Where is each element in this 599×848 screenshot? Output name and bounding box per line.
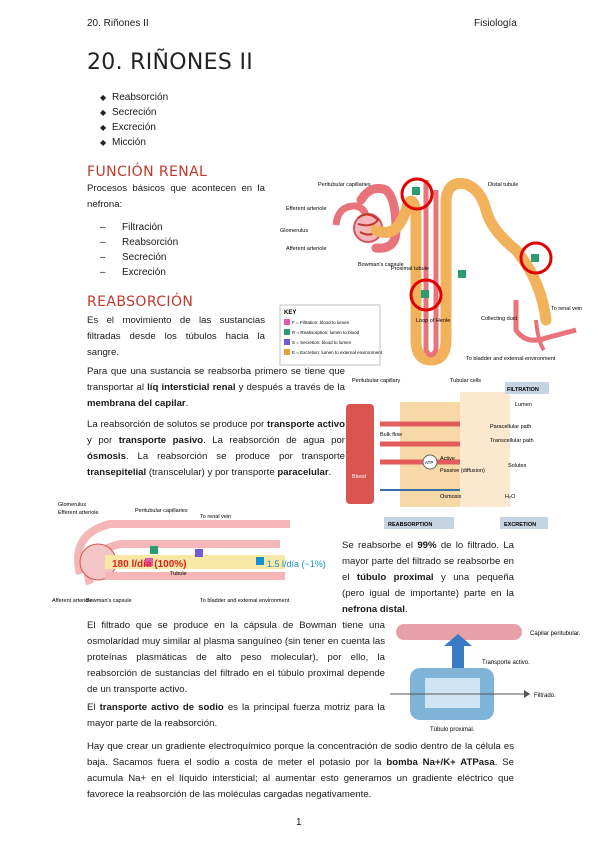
- label-transporte-activo: Transporte activo.: [482, 660, 530, 666]
- label-bulk-flow: Bulk flow: [380, 432, 403, 438]
- label-afferent-arteriole: Afferent arteriole: [286, 246, 327, 252]
- diamond-bullet-icon: ◆: [100, 93, 107, 102]
- label-tubule: Tubule: [170, 571, 187, 577]
- label-bowmans-capsule: Bowman's capsule: [358, 262, 404, 268]
- label-bowmans-capsule: Bowman's capsule: [86, 598, 132, 604]
- intro-list: [100, 90, 168, 150]
- label-h2o: H₂O: [505, 494, 516, 500]
- list-item: ◆ Micción: [100, 137, 146, 148]
- label-filtration: FILTRATION: [507, 387, 539, 393]
- diamond-bullet-icon: ◆: [100, 138, 107, 147]
- blood-capillary-shape: [346, 404, 374, 504]
- reabsorption-paths-figure: [340, 372, 560, 532]
- label-paracellular-path: Paracellular path: [490, 424, 532, 430]
- label-to-bladder: To bladder and external environment: [466, 356, 556, 362]
- svg-text:R = Reabsorption: lumen to blo: R = Reabsorption: lumen to blood: [292, 330, 360, 335]
- section-heading-reabsorcion: REABSORCIÓN: [87, 294, 194, 310]
- label-peritubular-capillary: Peritubular capillary: [352, 378, 401, 384]
- label-to-renal-vein: To renal vein: [200, 514, 232, 520]
- reabsorption-marker: [458, 270, 466, 278]
- flow-out-label: 1.5 l/día (~1%): [267, 559, 326, 569]
- list-item: ◆ Excreción: [100, 122, 156, 133]
- processes-list: [100, 220, 178, 280]
- paragraph-5: El filtrado que se produce en la cápsula de Bowman tiene una osmolaridad muy similar al plasma sanguíneo (sin tener en cuenta las proteínas plasmáticas de alto peso molecular), por ello, la reabsorción de sustancias del filtrado en el túbulo proximal depende de un transporte activo.: [87, 620, 385, 695]
- paragraph-2: Para que una sustancia se reabsorba primero se tiene que transportar al líq intersticial renal y después a través de la membrana del capilar.: [87, 366, 345, 409]
- label-to-bladder: To bladder and external environment: [200, 598, 290, 604]
- label-transcellular-path: Transcellular path: [490, 438, 534, 444]
- paragraph-4: Se reabsorbe el 99% de lo filtrado. La mayor parte del filtrado se reabsorbe en el túbulo proximal y una pequeña (pero igual de importante) parte en la nefrona distal.: [342, 540, 514, 615]
- label-osmosis: Osmosis: [440, 494, 462, 500]
- label-filtrado: Filtrado.: [534, 693, 556, 699]
- process-key: [280, 305, 383, 365]
- reabsorption-marker: [531, 254, 539, 262]
- label-tubular-cells: Tubular cells: [450, 378, 481, 384]
- proximal-transport-figure: [390, 618, 599, 738]
- label-reabsorption: REABSORPTION: [388, 522, 433, 528]
- label-capilar-peritubular: Capilar peritubular.: [530, 631, 581, 637]
- list-item: ◆ Reabsorción: [100, 92, 169, 103]
- list-item: – Filtración: [100, 222, 163, 233]
- label-efferent-arteriole: Efferent arteriole: [286, 206, 327, 212]
- label-lumen: Lumen: [515, 402, 532, 408]
- svg-text:KEY: KEY: [284, 310, 297, 316]
- label-afferent-arteriole: Afferent arteriole: [52, 598, 93, 604]
- label-atp: ATP: [425, 460, 434, 465]
- running-header-left: 20. Riñones II: [87, 18, 149, 29]
- list-item: ◆ Secreción: [100, 107, 157, 118]
- label-to-renal-vein: To renal vein: [551, 306, 583, 312]
- svg-text:S = Secretion: blood to lumen: S = Secretion: blood to lumen: [292, 340, 352, 345]
- reabsorption-marker: [421, 290, 429, 298]
- label-passive: Passive (diffusion): [440, 468, 485, 474]
- paragraph-7: Hay que crear un gradiente electroquímico porque la concentración de sodio dentro de la célula es baja. Sacamos fuera el sodio a costa de meter el potasio por la bomba Na+/K+ ATPasa. Se acumula Na+ en el líquido intersticial; al aumentar esto generamos un gradiente eléctrico que favorece la reabsorción de las moléculas cargadas negativamente.: [87, 741, 514, 800]
- label-tubulo-proximal: Túbulo proximal.: [430, 727, 475, 733]
- label-excretion: EXCRETION: [504, 522, 537, 528]
- reabsorption-marker: [150, 546, 158, 554]
- label-solutes: Solutes: [508, 463, 527, 469]
- diamond-bullet-icon: ◆: [100, 108, 107, 117]
- label-efferent-arteriole: Efferent arteriole: [58, 510, 99, 516]
- label-peritubular-capillaries: Peritubular capillaries: [135, 508, 188, 514]
- label-distal-tubule: Distal tubule: [488, 182, 519, 188]
- excretion-marker: [256, 557, 264, 565]
- nephron-processes-figure: [276, 170, 586, 370]
- label-loop-of-henle: Loop of Henle: [416, 318, 451, 324]
- label-collecting-duct: Collecting duct: [481, 316, 518, 322]
- label-blood: Blood: [352, 474, 367, 480]
- reabsorption-marker: [412, 187, 420, 195]
- section-heading-funcion-renal: FUNCIÓN RENAL: [87, 164, 208, 180]
- svg-text:E = Excretion: lumen to extern: E = Excretion: lumen to external environment: [292, 350, 382, 355]
- diamond-bullet-icon: ◆: [100, 123, 107, 132]
- paragraph-1: Es el movimiento de las sustancias filtradas desde los túbulos hacia la sangre.: [87, 315, 265, 358]
- flow-in-label: 180 l/día (100%): [112, 559, 187, 570]
- svg-text:F = Filtration: blood to lumen: F = Filtration: blood to lumen: [292, 320, 350, 325]
- label-proximal-tubule: Proximal tubule: [391, 266, 429, 272]
- label-peritubular-capillaries: Peritubular capillaries: [318, 182, 371, 188]
- list-item: – Excreción: [100, 267, 166, 278]
- label-glomerulus: Glomerulus: [58, 502, 87, 508]
- list-item: – Secreción: [100, 252, 167, 263]
- filtration-flow-figure: [50, 494, 340, 614]
- list-item: – Reabsorción: [100, 237, 179, 248]
- label-glomerulus: Glomerulus: [280, 228, 309, 234]
- section1-text: Procesos básicos que acontecen en la nefrona:: [87, 183, 265, 210]
- secretion-marker: [195, 549, 203, 557]
- paragraph-3: La reabsorción de solutos se produce por transporte activo y por transporte pasivo. La reabsorción de agua por ósmosis. La reabsorción se produce por transporte transepitelial (transcelular) y por transporte paracelular.: [87, 419, 345, 478]
- page-title: 20. RIÑONES II: [87, 50, 254, 75]
- running-header-right: Fisiología: [474, 18, 517, 29]
- label-active: Active: [440, 456, 455, 462]
- paragraph-6: El transporte activo de sodio es la principal fuerza motriz para la mayor parte de la reabsorción.: [87, 702, 386, 729]
- page-number: 1: [296, 817, 302, 828]
